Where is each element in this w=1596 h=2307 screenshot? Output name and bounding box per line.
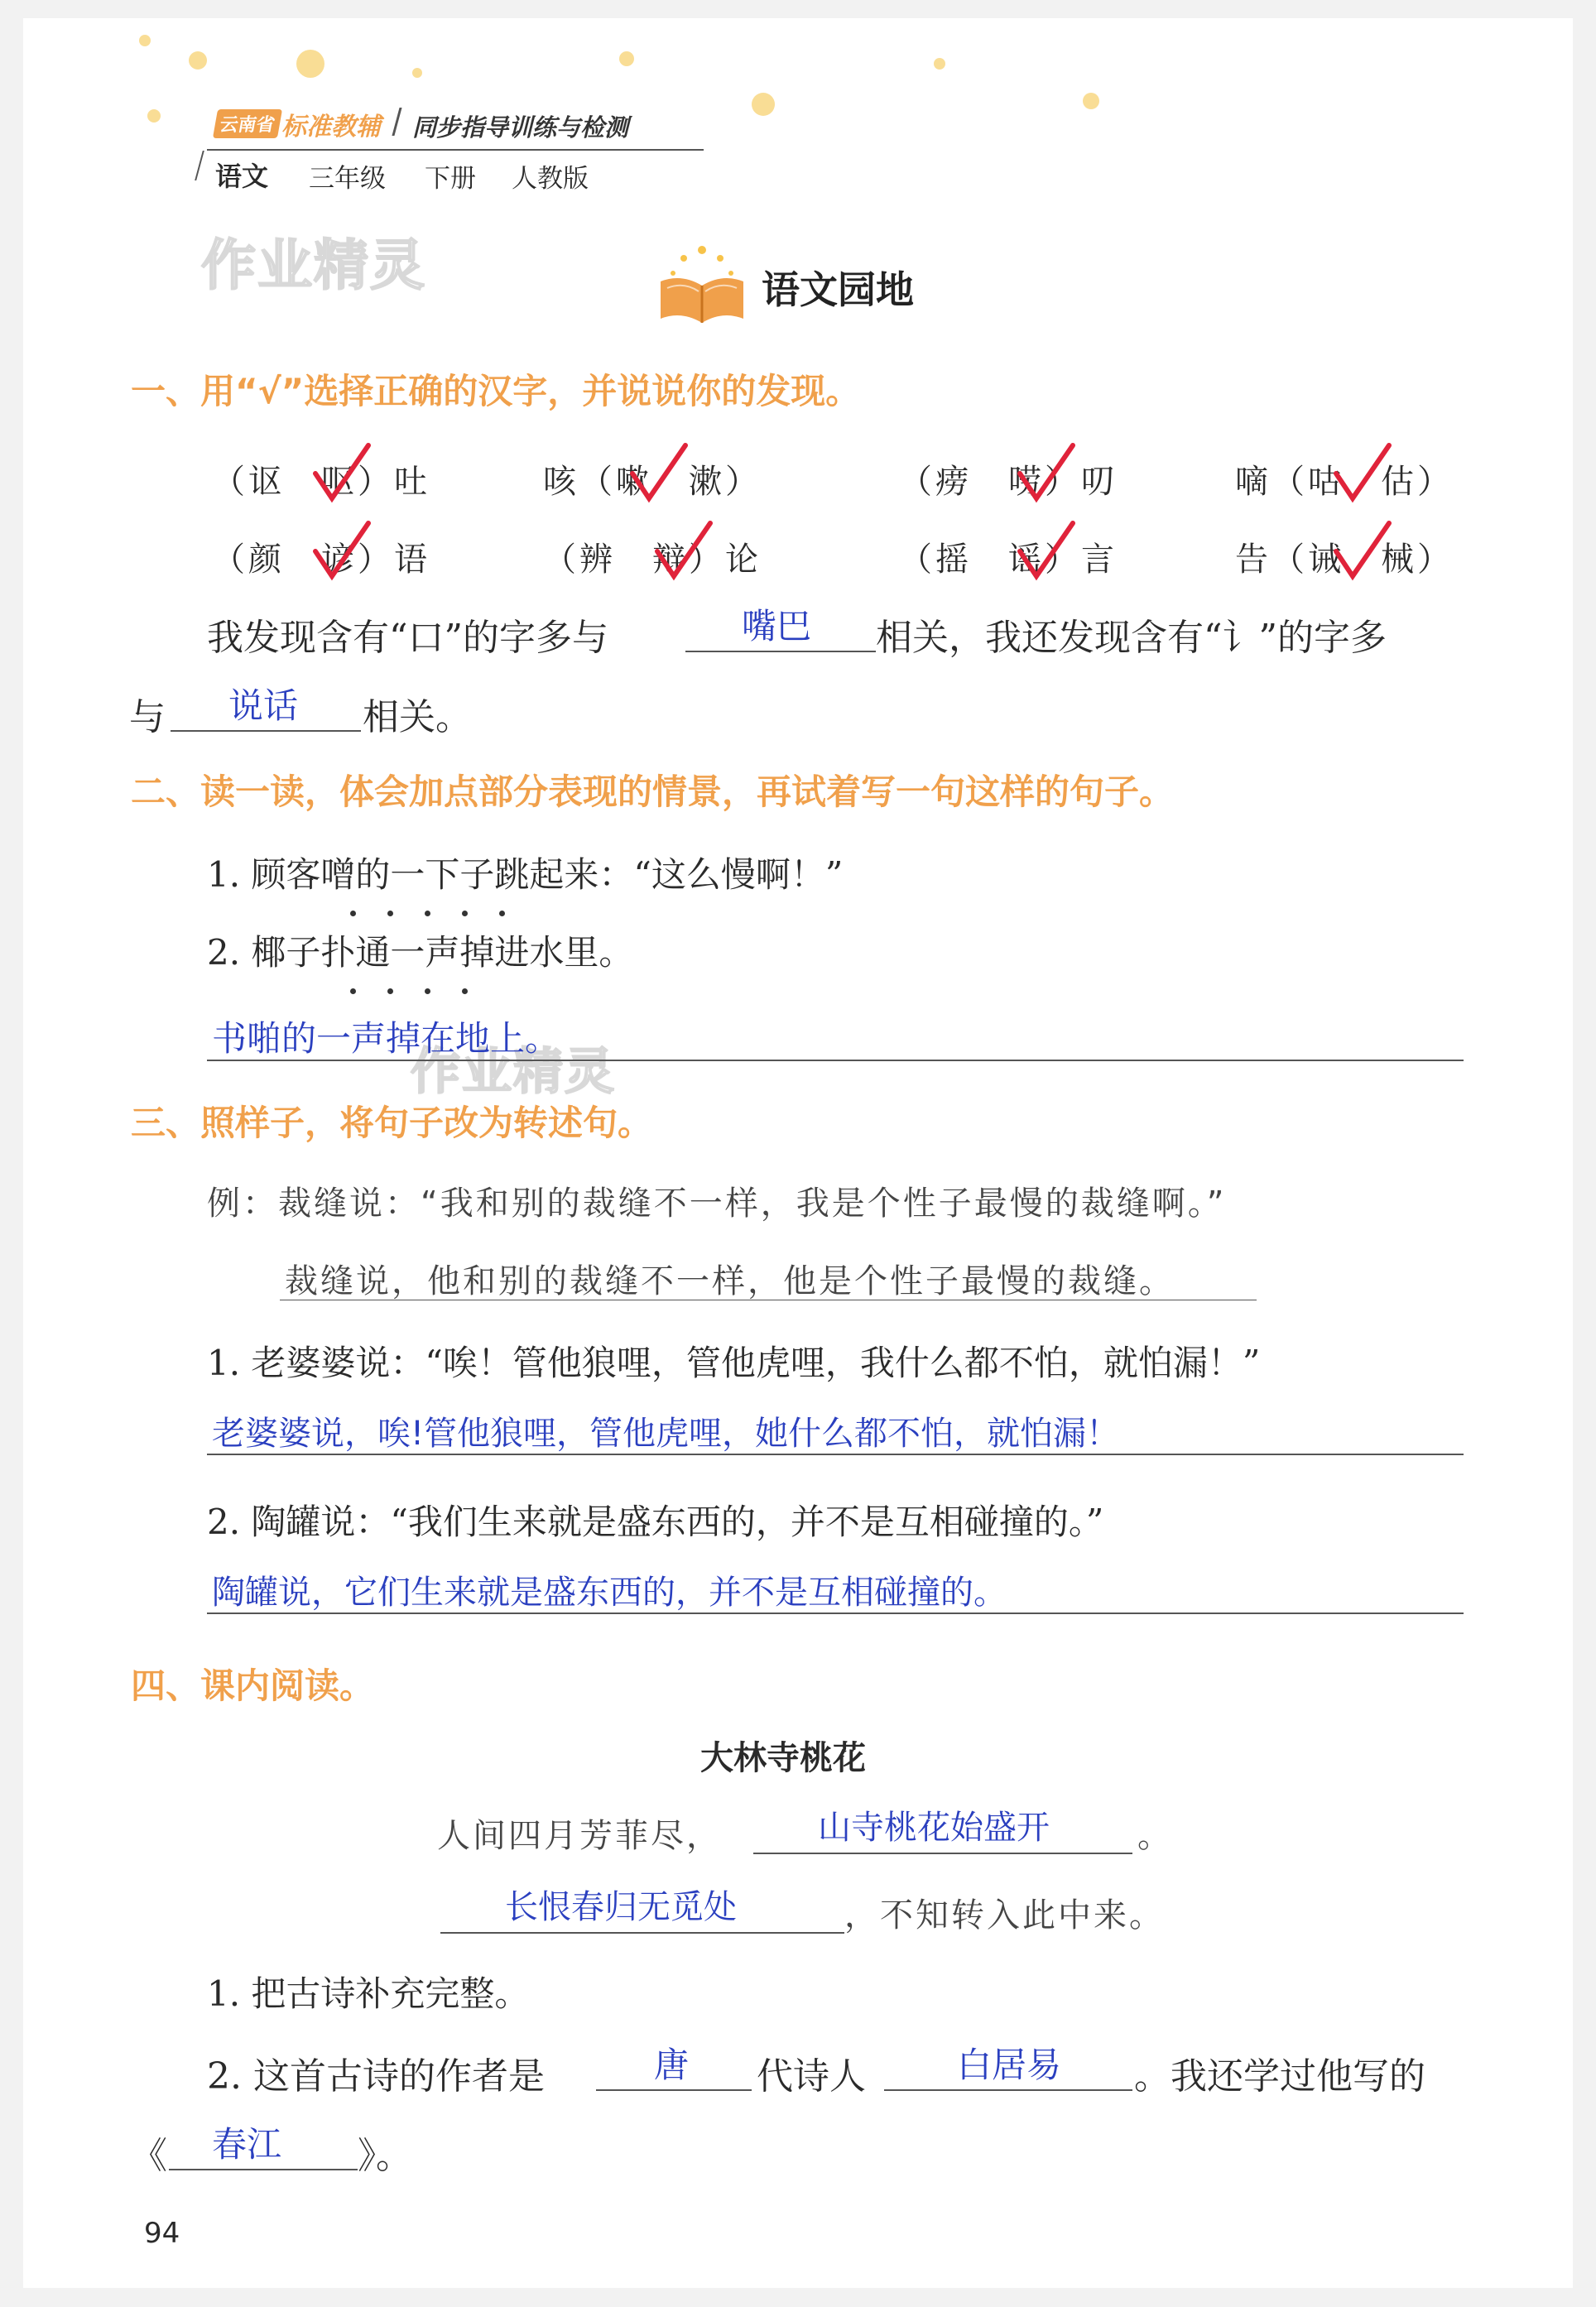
emphasis-dot xyxy=(387,988,393,994)
emphasis-dot xyxy=(462,988,468,994)
emphasis-dot xyxy=(499,911,505,916)
q1-discovery-text: 相关。 xyxy=(363,696,472,738)
check-mark-icon xyxy=(651,518,717,584)
poem-line-2: ，不知转入此中来。 xyxy=(844,1896,1165,1935)
edition-label: 人教版 xyxy=(512,164,589,194)
answer-poet: 白居易 xyxy=(957,2045,1062,2085)
question-3-heading: 三、照样子，将句子改为转述句。 xyxy=(131,1103,653,1143)
header-divider xyxy=(392,108,401,136)
q1-row1-item: （痨 唠）叨 xyxy=(899,463,1118,501)
emphasis-dot xyxy=(350,911,356,916)
q3-sentence-2: 2. 陶罐说：“我们生来就是盛东西的，并不是互相碰撞的。” xyxy=(207,1502,1104,1542)
q1-row1-item: 嘀（咕 估） xyxy=(1235,463,1454,501)
check-mark-icon xyxy=(1329,440,1396,507)
watermark: 作业精灵 xyxy=(201,233,426,297)
book-title-mark: 》。 xyxy=(358,2135,412,2177)
poem-answer-2: 长恨春归无觅处 xyxy=(505,1888,737,1926)
answer-blank xyxy=(685,651,876,652)
book-title-mark: 《 xyxy=(131,2135,167,2177)
emphasis-dot xyxy=(387,911,393,916)
decoration-sparkle xyxy=(139,35,151,46)
check-mark-icon xyxy=(309,440,375,507)
watermark: 作业精灵 xyxy=(411,1043,616,1101)
q4-item-2-text: 。我还学过他写的 xyxy=(1134,2055,1425,2098)
answer-blank xyxy=(440,1932,844,1934)
poem-line-1: 人间四月芳菲尽， xyxy=(437,1817,722,1855)
brand-badge: 云南省 xyxy=(213,109,282,138)
q1-row2-item: （辨 辩）论 xyxy=(543,541,762,579)
header-slash xyxy=(195,151,204,180)
answer-blank xyxy=(753,1853,1132,1854)
answer-blank xyxy=(596,2089,752,2091)
q2-answer: 书啪的一声掉在地上。 xyxy=(212,1018,560,1059)
check-mark-icon xyxy=(1013,518,1079,584)
q4-item-1: 1. 把古诗补充完整。 xyxy=(207,1973,530,2014)
emphasis-dot xyxy=(350,988,356,994)
q3-example: 例：裁缝说：“我和别的裁缝不一样，我是个性子最慢的裁缝啊。” xyxy=(207,1185,1227,1223)
answer-line xyxy=(207,1454,1464,1455)
q4-item-2-text: 2. 这首古诗的作者是 xyxy=(207,2055,545,2098)
decoration-sparkle xyxy=(1083,93,1099,109)
answer-blank xyxy=(169,2169,358,2170)
workbook-page xyxy=(23,18,1573,2288)
q1-discovery-text: 我发现含有“口”的字多与 xyxy=(207,617,608,659)
q3-sentence-1: 1. 老婆婆说：“唉！管他狼哩，管他虎哩，我什么都不怕，就怕漏！” xyxy=(207,1343,1261,1383)
answer-line xyxy=(207,1060,1464,1061)
q1-discovery-text: 相关，我还发现含有“讠”的字多 xyxy=(876,617,1387,659)
q3-answer-2: 陶罐说，它们生来就是盛东西的，并不是互相碰撞的。 xyxy=(212,1574,1007,1612)
check-mark-icon xyxy=(1329,518,1396,584)
question-4-heading: 四、课内阅读。 xyxy=(131,1665,375,1706)
answer-mouth: 嘴巴 xyxy=(742,606,812,646)
answer-speech: 说话 xyxy=(228,685,299,726)
brand-name: 标准教辅 xyxy=(281,113,381,142)
q2-sentence-2: 2. 椰子扑通一声掉进水里。 xyxy=(207,932,634,973)
decoration-sparkle xyxy=(934,58,945,70)
question-2-heading: 二、读一读，体会加点部分表现的情景，再试着写一句这样的句子。 xyxy=(131,771,1175,812)
q1-row2-item: 告（诫 械） xyxy=(1235,541,1454,579)
book-icon xyxy=(652,240,752,334)
section-title: 语文园地 xyxy=(762,267,914,312)
emphasis-dot xyxy=(462,911,468,916)
q1-discovery-text: 与 xyxy=(129,696,166,738)
decoration-sparkle xyxy=(296,50,324,78)
q3-answer-1: 老婆婆说，唉!管他狼哩，管他虎哩，她什么都不怕，就怕漏！ xyxy=(212,1415,1120,1453)
decoration-sparkle xyxy=(189,51,207,70)
emphasis-dot xyxy=(425,911,430,916)
answer-other-poem: 春江 xyxy=(212,2124,282,2165)
answer-line xyxy=(207,1612,1464,1614)
answer-dynasty: 唐 xyxy=(654,2045,690,2085)
page-number: 94 xyxy=(144,2217,180,2250)
decoration-sparkle xyxy=(412,68,422,78)
decoration-sparkle xyxy=(619,51,634,66)
poem-answer-1: 山寺桃花始盛开 xyxy=(818,1809,1050,1847)
decoration-sparkle xyxy=(752,93,775,116)
q4-item-2-text: 代诗人 xyxy=(757,2055,866,2098)
check-mark-icon xyxy=(309,518,375,584)
q1-row1-item: （讴 呕）吐 xyxy=(212,463,430,501)
q3-example-answer: 裁缝说，他和别的裁缝不一样，他是个性子最慢的裁缝。 xyxy=(285,1262,1175,1300)
q1-row1-item: 咳（嗽 漱） xyxy=(543,463,762,501)
answer-blank xyxy=(171,730,361,732)
check-mark-icon xyxy=(626,440,692,507)
answer-blank xyxy=(884,2089,1132,2091)
q2-sentence-1: 1. 顾客噌的一下子跳起来：“这么慢啊！” xyxy=(207,854,844,895)
poem-line-1-end: 。 xyxy=(1137,1817,1171,1855)
volume-label: 下册 xyxy=(425,164,476,194)
subject-label: 语文 xyxy=(215,161,269,192)
check-mark-icon xyxy=(1013,440,1079,507)
emphasis-dot xyxy=(425,988,430,994)
decoration-sparkle xyxy=(147,109,161,123)
poem-title: 大林寺桃花 xyxy=(700,1739,866,1777)
series-title: 同步指导训练与检测 xyxy=(412,113,629,142)
grade-label: 三年级 xyxy=(309,164,386,194)
q1-row2-item: （颜 谚）语 xyxy=(212,541,430,579)
header-rule xyxy=(207,149,704,151)
q1-row2-item: （摇 谣）言 xyxy=(899,541,1118,579)
question-1-heading: 一、用“√”选择正确的汉字，并说说你的发现。 xyxy=(131,371,861,411)
